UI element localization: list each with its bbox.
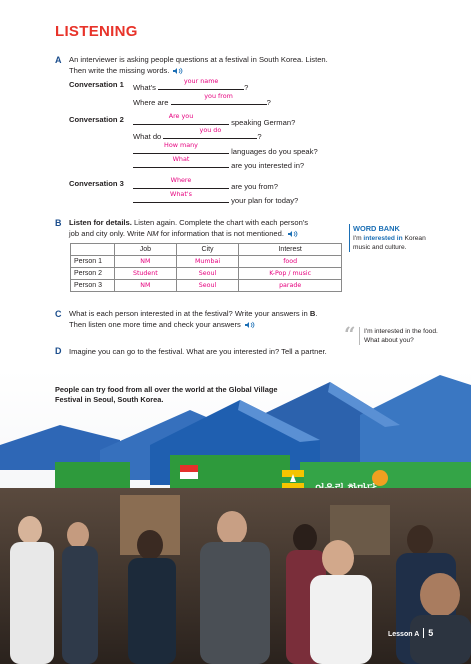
conv2-line4 [133, 155, 305, 170]
answer-text: What [172, 155, 190, 163]
audio-icon[interactable] [287, 230, 298, 238]
answer-blank[interactable] [133, 112, 229, 125]
chart-header-job: Job [115, 244, 177, 256]
speech-bubble-text: I'm interested in the food. What about you? [359, 327, 439, 345]
cell-interest[interactable]: food [239, 256, 342, 268]
word-bank [349, 224, 439, 252]
answer-blank[interactable] [163, 126, 257, 139]
conv2-line2-pre: What do [133, 132, 162, 141]
question-b-line2 [69, 229, 344, 240]
chart-header-row [71, 244, 342, 256]
question-c-line2-text: Then listen one more time and check your answers [69, 319, 241, 329]
row-label: Person 3 [71, 280, 115, 292]
festival-photo-illustration [0, 370, 471, 664]
cell-city[interactable]: Mumbai [176, 256, 239, 268]
conv1-line2-post: ? [266, 98, 271, 107]
conv1-line1-pre: What's [133, 83, 156, 92]
table-row [71, 256, 342, 268]
word-bank-bold: interested in [363, 235, 403, 242]
answer-text: What's [170, 190, 192, 198]
row-label: Person 1 [71, 256, 115, 268]
conversation-3-label: Conversation 3 [69, 179, 124, 188]
details-chart [70, 243, 342, 292]
lesson-label: Lesson A [388, 631, 420, 638]
question-a-line1: An interviewer is asking people questions at a festival in South Korea. Listen. [69, 55, 328, 64]
question-c-line2 [69, 320, 349, 331]
cell-interest[interactable]: parade [239, 280, 342, 292]
conv1-line1 [133, 77, 249, 92]
audio-icon[interactable] [172, 67, 183, 75]
question-c-line1-post: . [315, 309, 318, 318]
question-c-line1-pre: What is each person interested in at the festival? Write your answers in [69, 309, 310, 318]
question-b-line2-pre: job and city only. Write [69, 228, 147, 238]
table-row [71, 268, 342, 280]
conv2-line2 [133, 126, 262, 141]
word-bank-title: WORD BANK [353, 224, 400, 233]
question-b-line1-text: Listen again. Complete the chart with each person's [131, 218, 309, 227]
question-a-line2-text: Then write the missing words. [69, 65, 170, 75]
chart-header-blank [71, 244, 115, 256]
answer-text: you from [204, 92, 233, 100]
conv3-line2 [133, 190, 299, 205]
word-bank-post: Korean music and culture. [353, 235, 426, 251]
quote-icon: “ [344, 322, 356, 346]
cell-city[interactable]: Seoul [176, 280, 239, 292]
conv2-line2-post: ? [257, 132, 262, 141]
word-bank-text [353, 234, 439, 252]
question-letter-b: B [55, 218, 62, 228]
answer-text: Where [170, 176, 192, 184]
question-a-instructions [69, 55, 369, 76]
question-b-line2-post: for information that is not mentioned. [158, 228, 284, 238]
question-letter-c: C [55, 309, 62, 319]
answer-blank[interactable] [133, 155, 229, 168]
cell-city[interactable]: Seoul [176, 268, 239, 280]
answer-blank[interactable] [171, 92, 267, 105]
conv2-line4-post: are you interested in? [231, 161, 305, 170]
question-c-line1 [69, 309, 349, 320]
word-bank-pre: I'm [353, 235, 364, 242]
question-b-line1 [69, 218, 344, 229]
row-label: Person 2 [71, 268, 115, 280]
question-c-instructions [69, 309, 349, 330]
conv2-line1-post: speaking German? [231, 118, 296, 127]
answer-text: your name [183, 77, 219, 85]
conv2-line3-post: languages do you speak? [231, 147, 318, 156]
answer-blank[interactable] [158, 77, 244, 90]
conv1-line1-post: ? [244, 83, 249, 92]
conv3-line2-post: your plan for today? [231, 196, 299, 205]
audio-icon[interactable] [244, 321, 255, 329]
answer-blank[interactable] [133, 190, 229, 203]
conv1-line2 [133, 92, 271, 107]
cell-interest[interactable]: K-Pop / music [239, 268, 342, 280]
cell-job[interactable]: NM [115, 256, 177, 268]
conv1-line2-pre: Where are [133, 98, 169, 107]
cell-job[interactable]: NM [115, 280, 177, 292]
question-c-bold: B [309, 309, 316, 318]
page-heading: LISTENING [55, 23, 138, 40]
answer-text: you do [199, 126, 222, 134]
question-letter-d: D [55, 346, 62, 356]
page-number: 5 [423, 628, 433, 638]
answer-blank[interactable] [133, 176, 229, 189]
question-d-instructions: Imagine you can go to the festival. What are you interested in? Tell a partner. [69, 347, 327, 356]
question-b-instructions [69, 218, 344, 239]
answer-text: Are you [168, 112, 194, 120]
answer-blank[interactable] [133, 141, 229, 154]
cell-job[interactable]: Student [115, 268, 177, 280]
photo-caption: People can try food from all over the world at the Global Village Festival in Seoul, South Korea. [55, 385, 278, 404]
question-letter-a: A [55, 55, 62, 65]
question-a-line2 [69, 66, 369, 77]
question-b-bold: Listen for details. [69, 218, 132, 227]
answer-text: How many [164, 141, 198, 149]
question-b-nm: NM [146, 228, 159, 238]
conversation-2-label: Conversation 2 [69, 115, 124, 124]
festival-photo [0, 370, 471, 664]
chart-header-interest: Interest [239, 244, 342, 256]
table-row [71, 280, 342, 292]
page-footer [388, 628, 433, 638]
conversation-1-label: Conversation 1 [69, 80, 124, 89]
conv3-line1-post: are you from? [231, 182, 278, 191]
chart-header-city: City [176, 244, 239, 256]
